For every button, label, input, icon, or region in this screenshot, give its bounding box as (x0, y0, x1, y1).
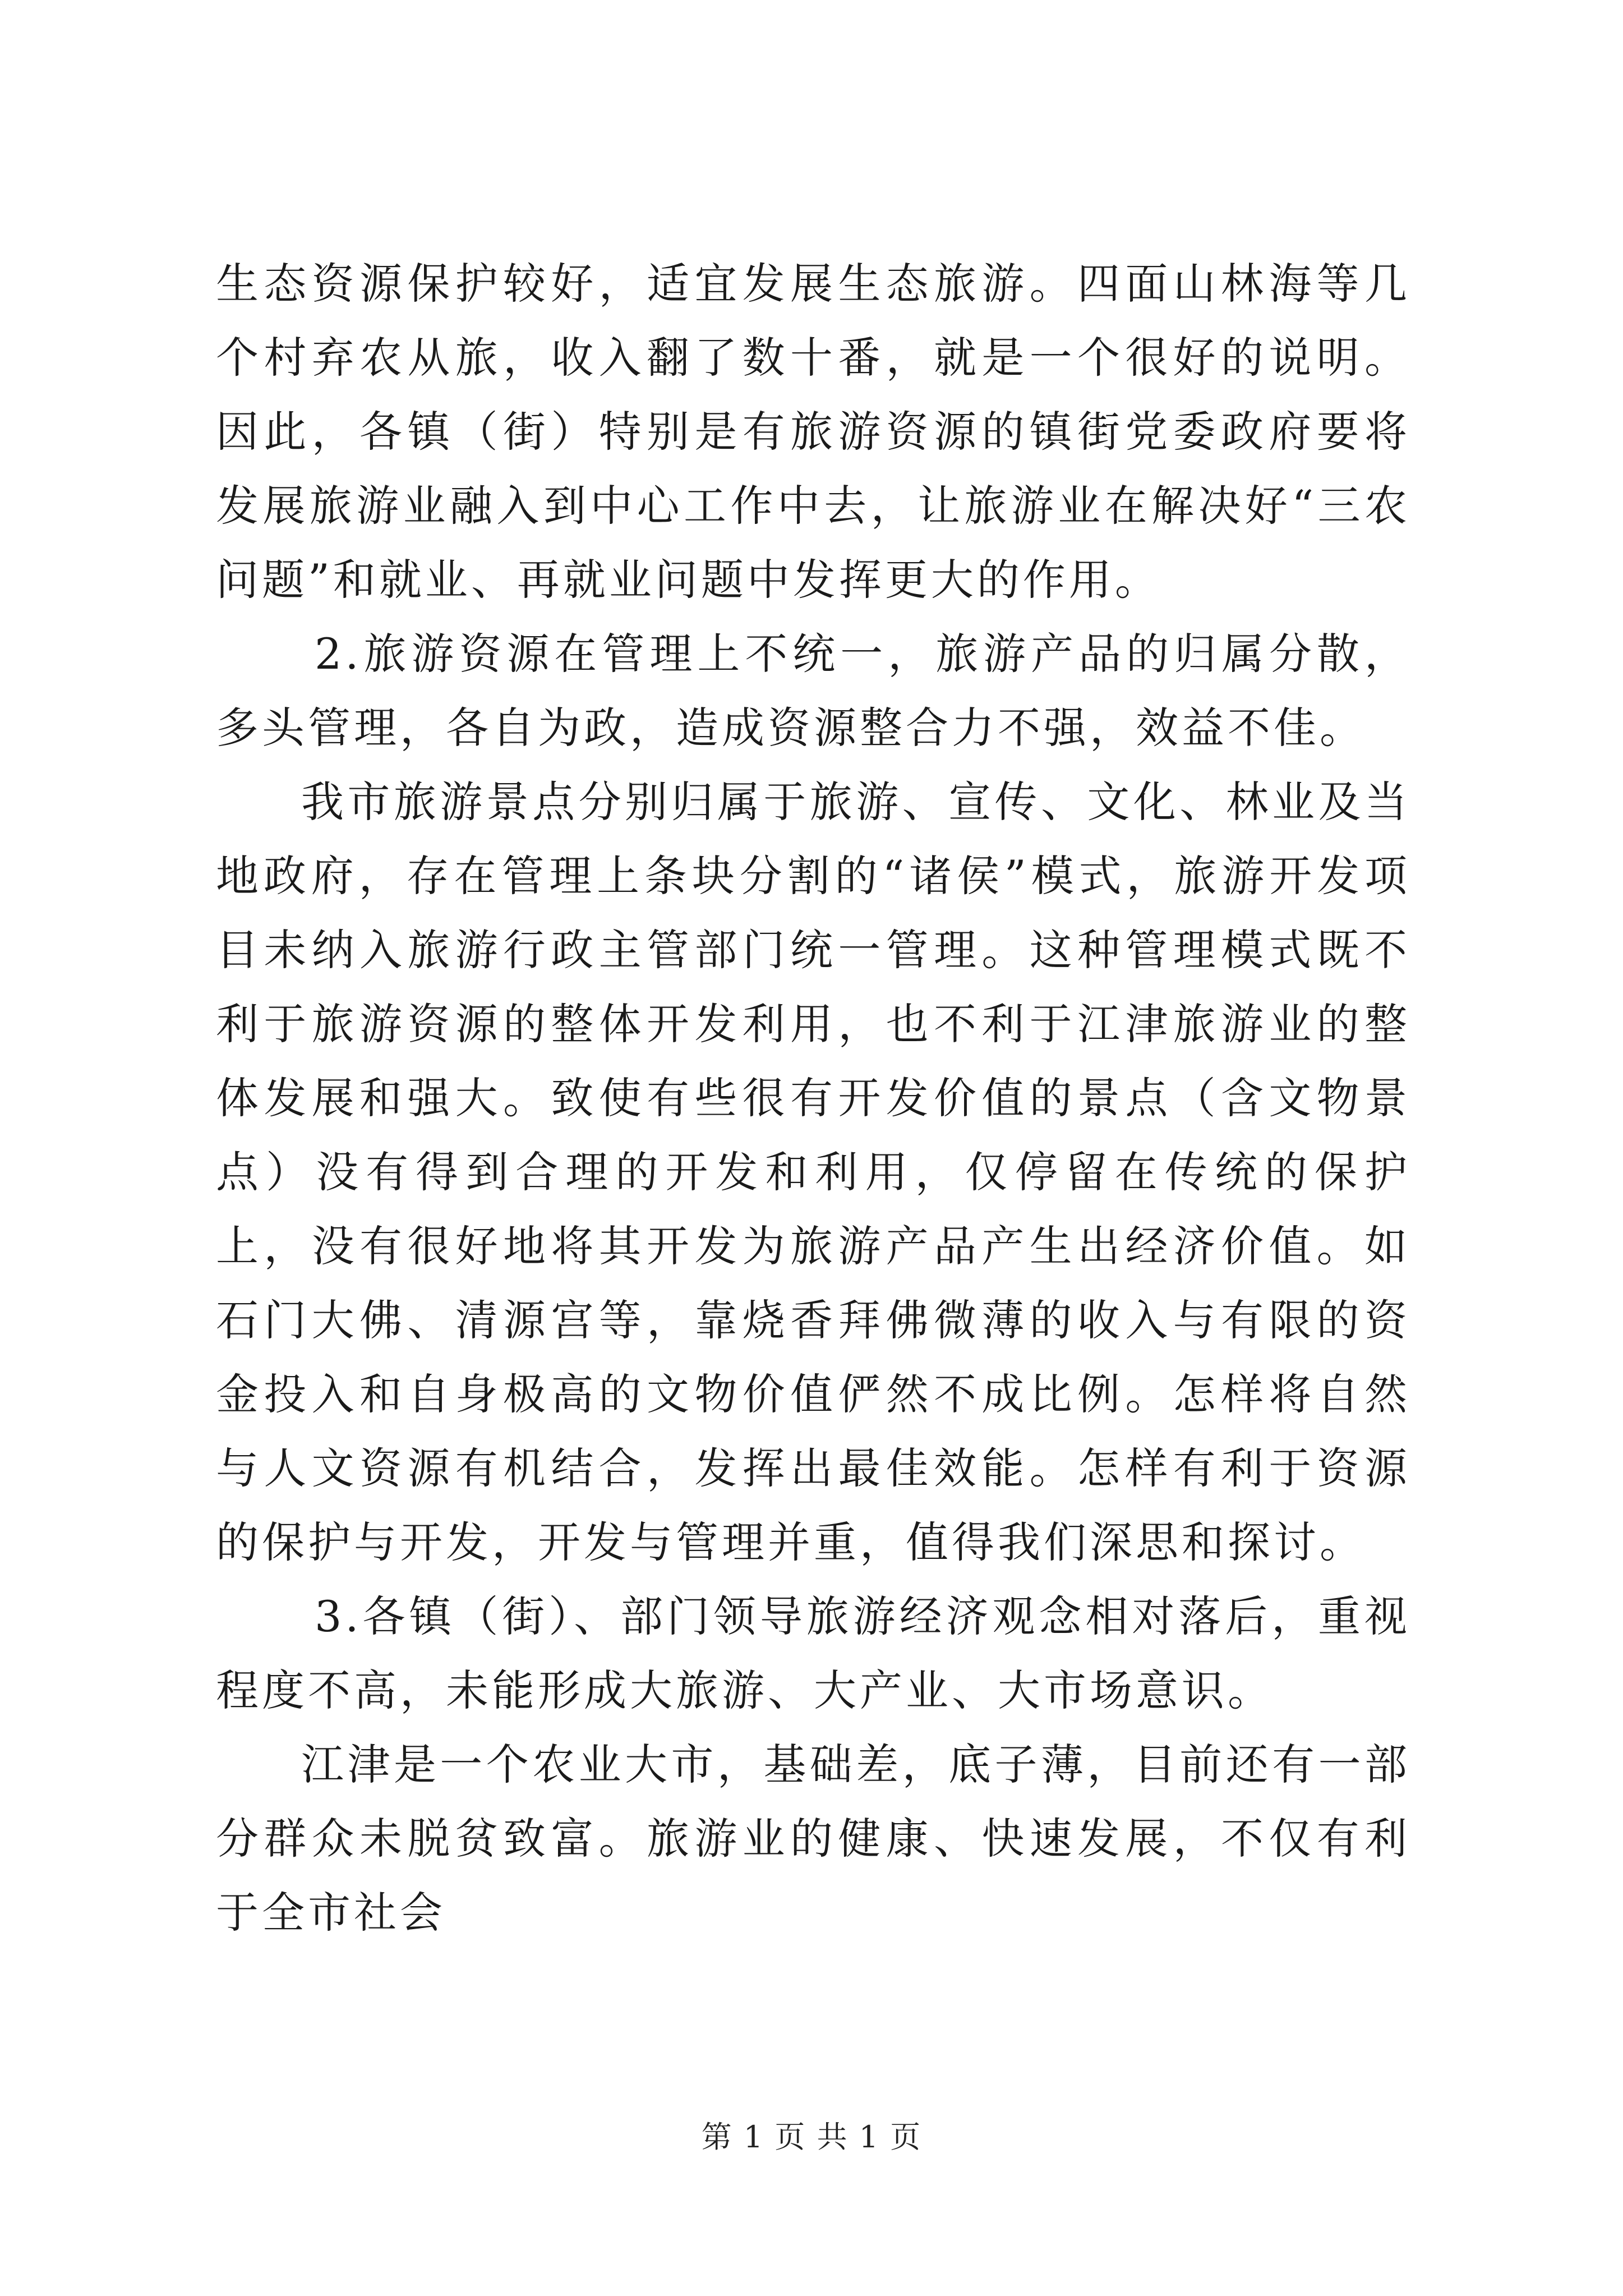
paragraph-3: 我市旅游景点分别归属于旅游、宣传、文化、林业及当地政府，存在管理上条块分割的“诸侯”模式，旅游开发项目未纳入旅游行政主管部门统一管理。这种管理模式既不利于旅游资源的整体开发利用，也不利于江津旅游业的整体发展和强大。致使有些很有开发价值的景点（含文物景点）没有得到合理的开发和利用，仅停留在传统的保护上，没有很好地将其开发为旅游产品产生出经济价值。如石门大佛、清源宫等，靠烧香拜佛微薄的收入与有限的资金投入和自身极高的文物价值俨然不成比例。怎样将自然与人文资源有机结合，发挥出最佳效能。怎样有利于资源的保护与开发，开发与管理并重，值得我们深思和探讨。 (216, 777, 1410, 1567)
page-number-footer: 第 1 页 共 1 页 (701, 2119, 922, 2155)
document-body (216, 247, 1410, 1950)
paragraph-2-heading: 2.旅游资源在管理上不统一，旅游产品的归属分散，多头管理，各自为政，造成资源整合力不强，效益不佳。 (216, 629, 1410, 753)
paragraph-1: 生态资源保护较好，适宜发展生态旅游。四面山林海等几个村弃农从旅，收入翻了数十番，就是一个很好的说明。因此，各镇（街）特别是有旅游资源的镇街党委政府要将发展旅游业融入到中心工作中去，让旅游业在解决好“三农问题”和就业、再就业问题中发挥更大的作用。 (216, 259, 1410, 605)
paragraph-5: 江津是一个农业大市，基础差，底子薄，目前还有一部分群众未脱贫致富。旅游业的健康、快速发展，不仅有利于全市社会 (216, 1740, 1410, 1938)
paragraph-4-heading: 3.各镇（街）、部门领导旅游经济观念相对落后，重视程度不高，未能形成大旅游、大产业、大市场意识。 (216, 1591, 1410, 1715)
